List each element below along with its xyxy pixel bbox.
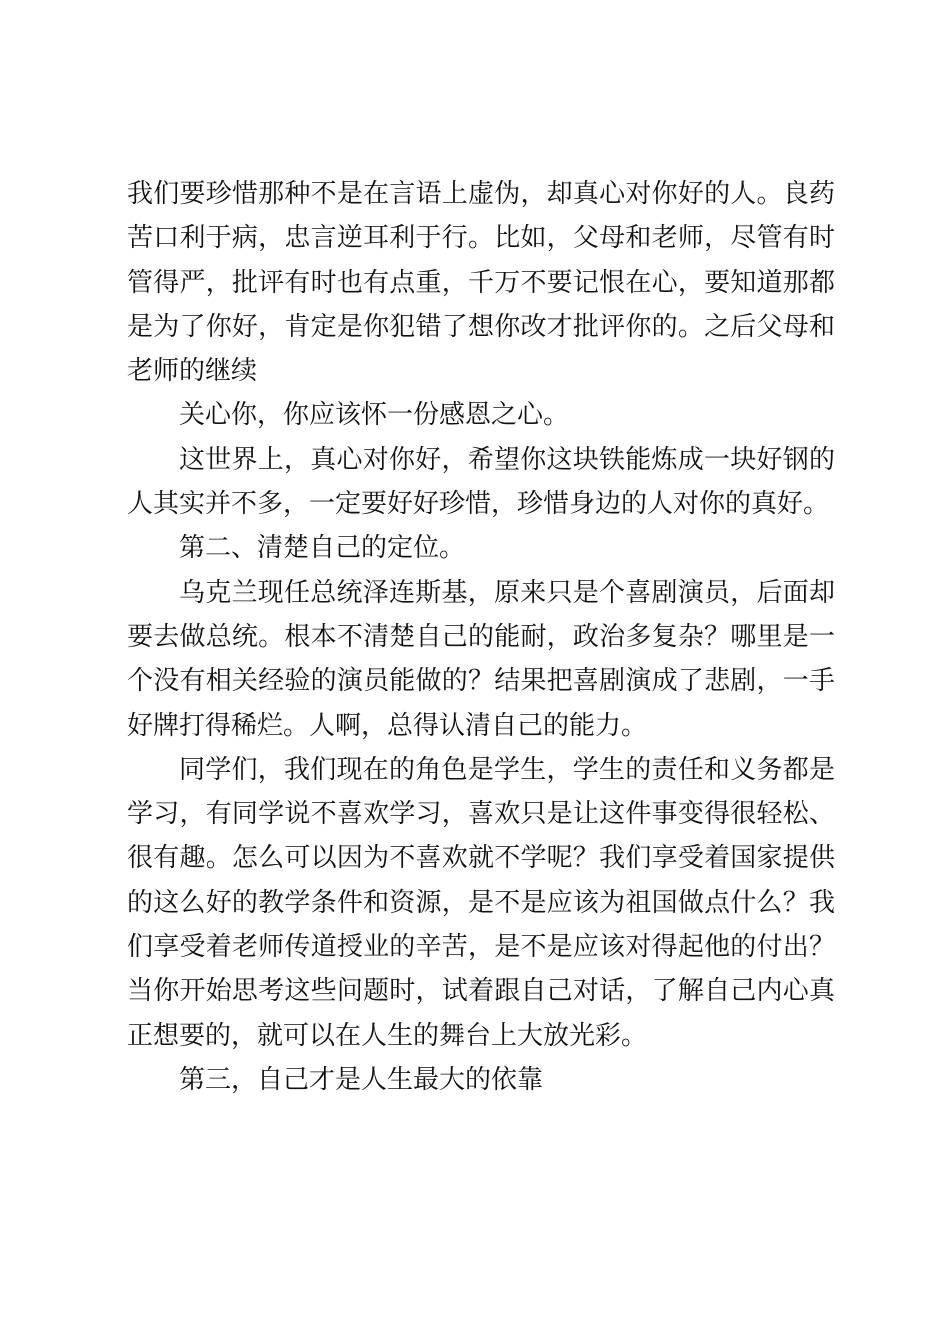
heading-second-point: 第二、清楚自己的定位。: [179, 533, 466, 564]
paragraph-treasure-kindness: 这世界上，真心对你好，希望你这块铁能炼成一块好钢的人其实并不多，一定要好好珍惜，珍惜身边的人对你的真好。: [127, 444, 835, 520]
paragraph-cherish-sincere-people: 我们要珍惜那种不是在言语上虚伪，却真心对你好的人。良药苦口利于病，忠言逆耳利于行。比如，父母和老师，尽管有时管得严，批评有时也有点重，千万不要记恨在心，要知道那都是为了你好，肯定是你犯错了想你改才批评你的。之后父母和老师的继续: [127, 179, 835, 387]
paragraph-students-role: 同学们，我们现在的角色是学生，学生的责任和义务都是学习，有同学说不喜欢学习，喜欢只是让这件事变得很轻松、很有趣。怎么可以因为不喜欢就不学呢？我们享受着国家提供的这么好的教学条件和资源，是不是应该为祖国做点什么？我们享受着老师传道授业的辛苦，是不是应该对得起他的付出？当你开始思考这些问题时，试着跟自己对话，了解自己内心真正想要的，就可以在人生的舞台上大放光彩。: [127, 754, 835, 1051]
heading-third-point: 第三，自己才是人生最大的依靠: [179, 1064, 544, 1095]
paragraph-know-your-ability: 乌克兰现任总统泽连斯基，原来只是个喜剧演员，后面却要去做总统。根本不清楚自己的能耐，政治多复杂？哪里是一个没有相关经验的演员能做的？结果把喜剧演成了悲剧，一手好牌打得稀烂。人啊，总得认清自己的能力。: [127, 577, 835, 741]
document-body: [127, 172, 835, 1102]
paragraph-gratitude: 关心你，你应该怀一份感恩之心。: [179, 400, 570, 431]
